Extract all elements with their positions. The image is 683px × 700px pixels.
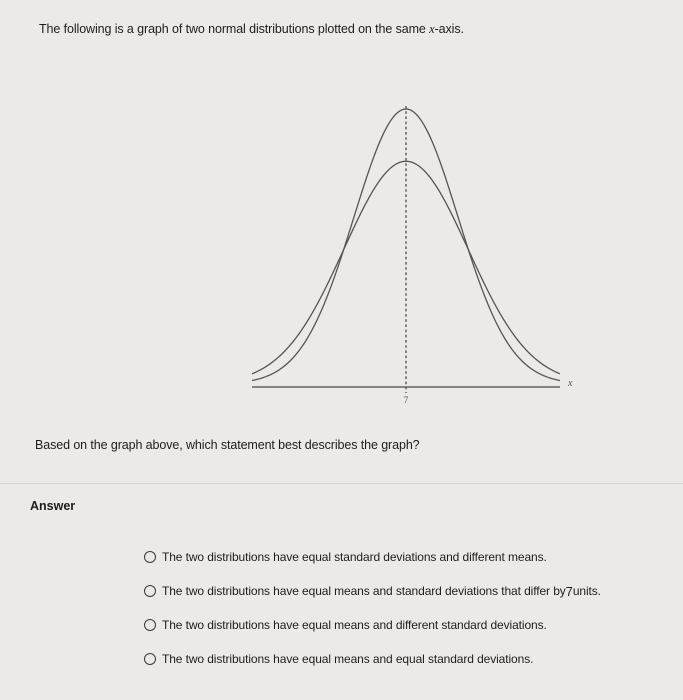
- radio-button-icon[interactable]: [144, 653, 156, 665]
- option-1[interactable]: The two distributions have equal standard deviations and different means.: [144, 540, 601, 574]
- divider: [0, 483, 683, 484]
- radio-button-icon[interactable]: [144, 551, 156, 563]
- option-4[interactable]: The two distributions have equal means and equal standard deviations.: [144, 642, 601, 676]
- radio-button-icon[interactable]: [144, 619, 156, 631]
- question-text: The following is a graph of two normal distributions plotted on the same x-axis.: [39, 22, 464, 36]
- option-3[interactable]: The two distributions have equal means and different standard deviations.: [144, 608, 601, 642]
- option-2[interactable]: The two distributions have equal means and standard deviations that differ by 7 units.: [144, 574, 601, 608]
- answer-options: [144, 540, 601, 676]
- x-variable: x: [429, 22, 435, 36]
- mean-tick-label: 7: [403, 395, 409, 405]
- x-axis-label: x: [568, 378, 573, 389]
- answer-label: Answer: [30, 499, 76, 513]
- sub-question-text: Based on the graph above, which statement best describes the graph?: [35, 438, 420, 452]
- radio-button-icon[interactable]: [144, 585, 156, 597]
